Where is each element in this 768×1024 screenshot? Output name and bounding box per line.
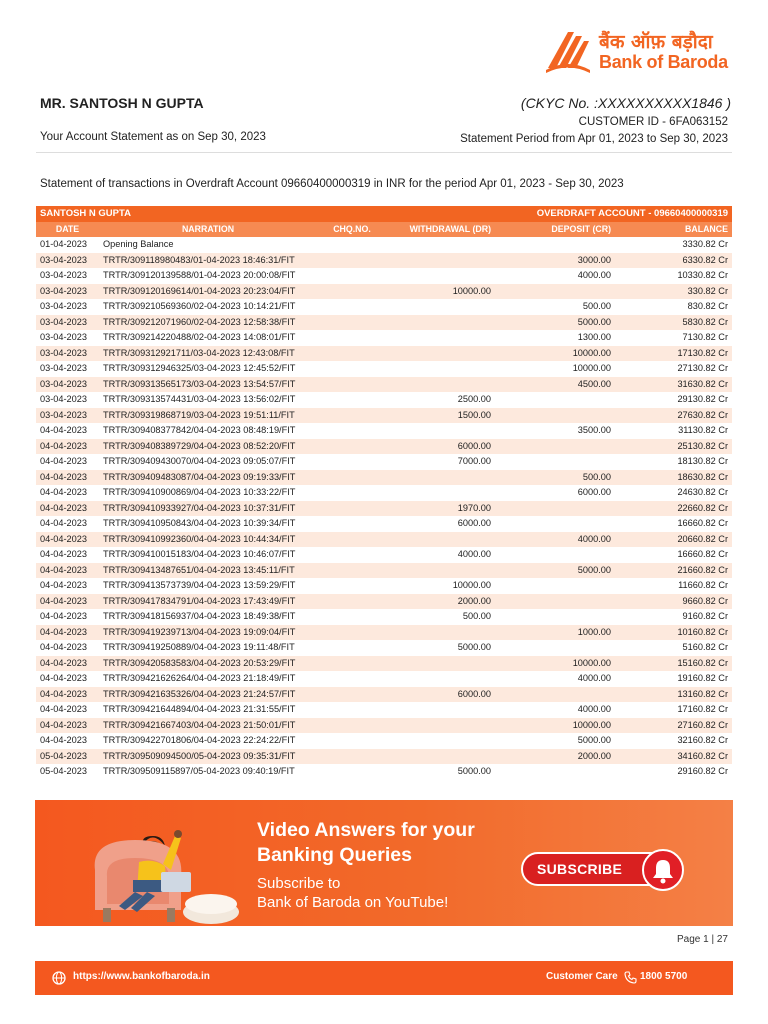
row-balance: 5160.82 Cr	[615, 640, 732, 656]
table-row	[36, 718, 732, 734]
row-date: 04-04-2023	[36, 501, 99, 517]
row-withdrawal	[387, 377, 495, 393]
table-row	[36, 454, 732, 470]
row-chq-no	[317, 253, 387, 269]
row-narration: TRTR/309419250889/04-04-2023 19:11:48/FIT	[99, 640, 317, 656]
table-row	[36, 625, 732, 641]
table-row	[36, 563, 732, 579]
row-chq-no	[317, 470, 387, 486]
statement-period: Statement Period from Apr 01, 2023 to Sep 30, 2023	[460, 133, 728, 145]
row-narration: TRTR/309118980483/01-04-2023 18:46:31/FIT	[99, 253, 317, 269]
row-balance: 10330.82 Cr	[615, 268, 732, 284]
table-row	[36, 315, 732, 331]
row-deposit	[495, 392, 615, 408]
bell-icon[interactable]	[642, 849, 684, 891]
row-narration: TRTR/309319868719/03-04-2023 19:51:11/FIT	[99, 408, 317, 424]
account-holder: SANTOSH N GUPTA	[36, 206, 387, 222]
table-row	[36, 346, 732, 362]
row-date: 05-04-2023	[36, 764, 99, 780]
row-deposit: 3000.00	[495, 253, 615, 269]
row-narration: TRTR/309418156937/04-04-2023 18:49:38/FIT	[99, 609, 317, 625]
row-balance: 7130.82 Cr	[615, 330, 732, 346]
globe-icon	[52, 971, 66, 985]
youtube-promo-banner[interactable]	[35, 800, 733, 926]
row-chq-no	[317, 578, 387, 594]
row-deposit: 4000.00	[495, 702, 615, 718]
table-row	[36, 423, 732, 439]
column-header-row	[36, 222, 732, 238]
row-date: 04-04-2023	[36, 671, 99, 687]
statement-intro: Statement of transactions in Overdraft Account 09660400000319 in INR for the period Apr 01, 2023 - Sep 30, 2023	[40, 178, 624, 190]
subscribe-label: SUBSCRIBE	[537, 861, 623, 877]
row-narration: TRTR/309312921711/03-04-2023 12:43:08/FIT	[99, 346, 317, 362]
row-deposit	[495, 454, 615, 470]
row-narration: TRTR/309313565173/03-04-2023 13:54:57/FIT	[99, 377, 317, 393]
row-balance: 5830.82 Cr	[615, 315, 732, 331]
row-narration: TRTR/309421626264/04-04-2023 21:18:49/FIT	[99, 671, 317, 687]
row-withdrawal: 4000.00	[387, 547, 495, 563]
row-deposit	[495, 578, 615, 594]
row-date: 04-04-2023	[36, 563, 99, 579]
row-balance: 17160.82 Cr	[615, 702, 732, 718]
row-narration: TRTR/309410900869/04-04-2023 10:33:22/FIT	[99, 485, 317, 501]
row-date: 03-04-2023	[36, 253, 99, 269]
row-date: 04-04-2023	[36, 718, 99, 734]
row-deposit: 10000.00	[495, 346, 615, 362]
row-withdrawal	[387, 532, 495, 548]
row-deposit: 4500.00	[495, 377, 615, 393]
row-chq-no	[317, 563, 387, 579]
row-withdrawal: 5000.00	[387, 640, 495, 656]
row-chq-no	[317, 439, 387, 455]
row-narration: TRTR/309420583583/04-04-2023 20:53:29/FIT	[99, 656, 317, 672]
row-deposit	[495, 547, 615, 563]
row-withdrawal	[387, 485, 495, 501]
table-row	[36, 299, 732, 315]
table-row	[36, 485, 732, 501]
account-header-row	[36, 206, 732, 222]
row-deposit: 500.00	[495, 299, 615, 315]
row-chq-no	[317, 547, 387, 563]
row-deposit: 6000.00	[495, 485, 615, 501]
row-chq-no	[317, 299, 387, 315]
row-deposit	[495, 237, 615, 253]
row-narration: TRTR/309409483087/04-04-2023 09:19:33/FIT	[99, 470, 317, 486]
row-chq-no	[317, 284, 387, 300]
row-narration: TRTR/309509115897/05-04-2023 09:40:19/FIT	[99, 764, 317, 780]
row-chq-no	[317, 423, 387, 439]
row-narration: TRTR/309410950843/04-04-2023 10:39:34/FIT	[99, 516, 317, 532]
row-deposit	[495, 609, 615, 625]
col-date: DATE	[36, 222, 99, 238]
row-balance: 25130.82 Cr	[615, 439, 732, 455]
footer-bar	[35, 961, 733, 995]
row-balance: 29130.82 Cr	[615, 392, 732, 408]
row-withdrawal: 6000.00	[387, 516, 495, 532]
row-withdrawal	[387, 299, 495, 315]
row-withdrawal	[387, 671, 495, 687]
row-chq-no	[317, 377, 387, 393]
row-date: 03-04-2023	[36, 315, 99, 331]
row-narration: TRTR/309421635326/04-04-2023 21:24:57/FIT	[99, 687, 317, 703]
row-date: 04-04-2023	[36, 547, 99, 563]
baroda-sun-icon	[544, 28, 592, 74]
table-row	[36, 470, 732, 486]
row-balance: 830.82 Cr	[615, 299, 732, 315]
row-withdrawal	[387, 733, 495, 749]
row-balance: 21660.82 Cr	[615, 563, 732, 579]
account-number: OVERDRAFT ACCOUNT - 09660400000319	[387, 206, 732, 222]
row-balance: 11660.82 Cr	[615, 578, 732, 594]
table-row	[36, 532, 732, 548]
row-date: 04-04-2023	[36, 609, 99, 625]
row-narration: TRTR/309408377842/04-04-2023 08:48:19/FIT	[99, 423, 317, 439]
row-narration: TRTR/309120139588/01-04-2023 20:00:08/FIT	[99, 268, 317, 284]
row-balance: 31630.82 Cr	[615, 377, 732, 393]
row-narration: TRTR/309421667403/04-04-2023 21:50:01/FIT	[99, 718, 317, 734]
banner-title-line1: Video Answers for your	[257, 819, 475, 841]
transactions-table	[36, 206, 732, 780]
row-narration: TRTR/309421644894/04-04-2023 21:31:55/FIT	[99, 702, 317, 718]
row-withdrawal: 2000.00	[387, 594, 495, 610]
row-chq-no	[317, 315, 387, 331]
table-row	[36, 237, 732, 253]
row-balance: 18630.82 Cr	[615, 470, 732, 486]
table-row	[36, 377, 732, 393]
row-narration: TRTR/309410015183/04-04-2023 10:46:07/FIT	[99, 547, 317, 563]
row-date: 03-04-2023	[36, 330, 99, 346]
banner-title	[257, 818, 475, 868]
row-deposit: 10000.00	[495, 656, 615, 672]
row-balance: 27160.82 Cr	[615, 718, 732, 734]
row-date: 03-04-2023	[36, 284, 99, 300]
woman-with-laptop-illustration	[35, 800, 245, 926]
row-chq-no	[317, 408, 387, 424]
table-row	[36, 501, 732, 517]
row-date: 03-04-2023	[36, 408, 99, 424]
row-narration: TRTR/309210569360/02-04-2023 10:14:21/FIT	[99, 299, 317, 315]
row-narration: TRTR/309214220488/02-04-2023 14:08:01/FIT	[99, 330, 317, 346]
row-chq-no	[317, 330, 387, 346]
row-withdrawal: 2500.00	[387, 392, 495, 408]
statement-as-of: Your Account Statement as on Sep 30, 2023	[40, 131, 266, 143]
row-deposit: 3500.00	[495, 423, 615, 439]
col-withdrawal: WITHDRAWAL (DR)	[387, 222, 495, 238]
row-date: 04-04-2023	[36, 625, 99, 641]
row-withdrawal	[387, 361, 495, 377]
row-deposit	[495, 284, 615, 300]
row-date: 04-04-2023	[36, 439, 99, 455]
row-date: 04-04-2023	[36, 485, 99, 501]
row-date: 04-04-2023	[36, 578, 99, 594]
row-deposit: 5000.00	[495, 315, 615, 331]
row-deposit	[495, 687, 615, 703]
row-deposit	[495, 764, 615, 780]
row-narration: TRTR/309409430070/04-04-2023 09:05:07/FIT	[99, 454, 317, 470]
col-chq-no: CHQ.NO.	[317, 222, 387, 238]
row-narration: TRTR/309410992360/04-04-2023 10:44:34/FIT	[99, 532, 317, 548]
row-withdrawal	[387, 268, 495, 284]
row-narration: TRTR/309408389729/04-04-2023 08:52:20/FIT	[99, 439, 317, 455]
row-deposit: 5000.00	[495, 733, 615, 749]
row-withdrawal	[387, 749, 495, 765]
table-row	[36, 408, 732, 424]
row-balance: 9160.82 Cr	[615, 609, 732, 625]
row-withdrawal	[387, 315, 495, 331]
row-withdrawal	[387, 470, 495, 486]
row-narration: TRTR/309509094500/05-04-2023 09:35:31/FIT	[99, 749, 317, 765]
banner-title-line2: Banking Queries	[257, 844, 412, 866]
row-balance: 27630.82 Cr	[615, 408, 732, 424]
row-chq-no	[317, 361, 387, 377]
row-balance: 13160.82 Cr	[615, 687, 732, 703]
row-balance: 27130.82 Cr	[615, 361, 732, 377]
table-row	[36, 749, 732, 765]
row-deposit: 1000.00	[495, 625, 615, 641]
row-withdrawal: 1500.00	[387, 408, 495, 424]
row-chq-no	[317, 625, 387, 641]
customer-care-label: Customer Care	[546, 971, 618, 982]
row-chq-no	[317, 501, 387, 517]
table-row	[36, 609, 732, 625]
customer-id: CUSTOMER ID - 6FA063152	[578, 116, 728, 128]
row-balance: 34160.82 Cr	[615, 749, 732, 765]
row-balance: 20660.82 Cr	[615, 532, 732, 548]
row-date: 03-04-2023	[36, 377, 99, 393]
row-deposit	[495, 516, 615, 532]
row-date: 03-04-2023	[36, 346, 99, 362]
row-deposit	[495, 501, 615, 517]
row-chq-no	[317, 485, 387, 501]
table-row	[36, 687, 732, 703]
row-balance: 24630.82 Cr	[615, 485, 732, 501]
row-deposit: 4000.00	[495, 268, 615, 284]
bank-name-english: Bank of Baroda	[599, 52, 728, 72]
row-withdrawal	[387, 718, 495, 734]
row-balance: 29160.82 Cr	[615, 764, 732, 780]
row-withdrawal	[387, 346, 495, 362]
row-withdrawal	[387, 330, 495, 346]
row-withdrawal: 500.00	[387, 609, 495, 625]
row-balance: 15160.82 Cr	[615, 656, 732, 672]
row-chq-no	[317, 516, 387, 532]
row-chq-no	[317, 702, 387, 718]
row-narration: TRTR/309413573739/04-04-2023 13:59:29/FIT	[99, 578, 317, 594]
banner-sub-line2: Bank of Baroda on YouTube!	[257, 894, 449, 911]
row-chq-no	[317, 733, 387, 749]
row-date: 04-04-2023	[36, 656, 99, 672]
table-row	[36, 640, 732, 656]
row-deposit: 1300.00	[495, 330, 615, 346]
row-chq-no	[317, 268, 387, 284]
row-withdrawal: 6000.00	[387, 439, 495, 455]
row-chq-no	[317, 346, 387, 362]
row-deposit	[495, 640, 615, 656]
row-date: 04-04-2023	[36, 423, 99, 439]
col-balance: BALANCE	[615, 222, 732, 238]
row-deposit	[495, 439, 615, 455]
row-narration: Opening Balance	[99, 237, 317, 253]
row-balance: 330.82 Cr	[615, 284, 732, 300]
row-deposit: 5000.00	[495, 563, 615, 579]
row-withdrawal: 7000.00	[387, 454, 495, 470]
table-row	[36, 330, 732, 346]
row-date: 04-04-2023	[36, 733, 99, 749]
row-date: 04-04-2023	[36, 516, 99, 532]
row-withdrawal: 10000.00	[387, 284, 495, 300]
bank-name-hindi: बैंक ऑफ़ बड़ौदा	[599, 31, 713, 53]
table-row	[36, 594, 732, 610]
row-chq-no	[317, 749, 387, 765]
row-withdrawal	[387, 253, 495, 269]
row-withdrawal: 1970.00	[387, 501, 495, 517]
row-balance: 32160.82 Cr	[615, 733, 732, 749]
bank-logo	[544, 28, 728, 76]
row-chq-no	[317, 609, 387, 625]
row-deposit	[495, 408, 615, 424]
row-narration: TRTR/309417834791/04-04-2023 17:43:49/FIT	[99, 594, 317, 610]
row-narration: TRTR/309312946325/03-04-2023 12:45:52/FIT	[99, 361, 317, 377]
row-balance: 19160.82 Cr	[615, 671, 732, 687]
row-date: 03-04-2023	[36, 361, 99, 377]
row-chq-no	[317, 671, 387, 687]
row-balance: 17130.82 Cr	[615, 346, 732, 362]
phone-icon	[624, 971, 637, 984]
table-row	[36, 268, 732, 284]
page-number: Page 1 | 27	[677, 934, 728, 945]
row-date: 04-04-2023	[36, 640, 99, 656]
row-date: 01-04-2023	[36, 237, 99, 253]
table-row	[36, 516, 732, 532]
table-row	[36, 671, 732, 687]
row-balance: 10160.82 Cr	[615, 625, 732, 641]
row-narration: TRTR/309120169614/01-04-2023 20:23:04/FIT	[99, 284, 317, 300]
table-row	[36, 656, 732, 672]
row-balance: 16660.82 Cr	[615, 547, 732, 563]
row-date: 04-04-2023	[36, 594, 99, 610]
banner-sub-line1: Subscribe to	[257, 875, 341, 892]
table-row	[36, 284, 732, 300]
table-row	[36, 578, 732, 594]
row-balance: 22660.82 Cr	[615, 501, 732, 517]
banner-subtitle	[257, 874, 448, 912]
table-row	[36, 702, 732, 718]
row-chq-no	[317, 687, 387, 703]
table-row	[36, 361, 732, 377]
ckyc-number: (CKYC No. :XXXXXXXXXX1846 )	[520, 95, 731, 111]
col-deposit: DEPOSIT (CR)	[495, 222, 615, 238]
row-deposit: 2000.00	[495, 749, 615, 765]
row-narration: TRTR/309422701806/04-04-2023 22:24:22/FIT	[99, 733, 317, 749]
row-chq-no	[317, 718, 387, 734]
row-withdrawal	[387, 237, 495, 253]
customer-care-phone[interactable]: 1800 5700	[640, 971, 688, 982]
row-deposit	[495, 594, 615, 610]
row-balance: 3330.82 Cr	[615, 237, 732, 253]
header-divider	[36, 152, 732, 153]
table-row	[36, 733, 732, 749]
table-row	[36, 253, 732, 269]
table-row	[36, 392, 732, 408]
row-chq-no	[317, 237, 387, 253]
table-row	[36, 547, 732, 563]
row-date: 04-04-2023	[36, 532, 99, 548]
row-deposit: 10000.00	[495, 361, 615, 377]
row-chq-no	[317, 764, 387, 780]
website-link[interactable]: https://www.bankofbaroda.in	[73, 971, 210, 982]
row-date: 03-04-2023	[36, 392, 99, 408]
col-narration: NARRATION	[99, 222, 317, 238]
row-date: 05-04-2023	[36, 749, 99, 765]
row-deposit: 4000.00	[495, 671, 615, 687]
row-balance: 6330.82 Cr	[615, 253, 732, 269]
row-withdrawal: 5000.00	[387, 764, 495, 780]
row-date: 03-04-2023	[36, 299, 99, 315]
row-chq-no	[317, 640, 387, 656]
row-chq-no	[317, 656, 387, 672]
row-balance: 18130.82 Cr	[615, 454, 732, 470]
row-narration: TRTR/309413487651/04-04-2023 13:45:11/FIT	[99, 563, 317, 579]
row-date: 04-04-2023	[36, 687, 99, 703]
row-deposit: 10000.00	[495, 718, 615, 734]
row-date: 04-04-2023	[36, 454, 99, 470]
row-narration: TRTR/309212071960/02-04-2023 12:58:38/FIT	[99, 315, 317, 331]
row-balance: 31130.82 Cr	[615, 423, 732, 439]
row-chq-no	[317, 594, 387, 610]
row-withdrawal	[387, 702, 495, 718]
row-date: 04-04-2023	[36, 470, 99, 486]
row-withdrawal	[387, 423, 495, 439]
table-row	[36, 764, 732, 780]
row-date: 04-04-2023	[36, 702, 99, 718]
row-chq-no	[317, 392, 387, 408]
row-deposit: 500.00	[495, 470, 615, 486]
row-chq-no	[317, 532, 387, 548]
row-withdrawal	[387, 563, 495, 579]
customer-name: MR. SANTOSH N GUPTA	[40, 95, 204, 111]
table-row	[36, 439, 732, 455]
row-chq-no	[317, 454, 387, 470]
row-withdrawal: 6000.00	[387, 687, 495, 703]
transactions-body	[36, 237, 732, 780]
row-narration: TRTR/309410933927/04-04-2023 10:37:31/FIT	[99, 501, 317, 517]
row-withdrawal: 10000.00	[387, 578, 495, 594]
row-narration: TRTR/309419239713/04-04-2023 19:09:04/FIT	[99, 625, 317, 641]
row-narration: TRTR/309313574431/03-04-2023 13:56:02/FIT	[99, 392, 317, 408]
row-date: 03-04-2023	[36, 268, 99, 284]
row-balance: 16660.82 Cr	[615, 516, 732, 532]
row-deposit: 4000.00	[495, 532, 615, 548]
row-withdrawal	[387, 625, 495, 641]
row-balance: 9660.82 Cr	[615, 594, 732, 610]
row-withdrawal	[387, 656, 495, 672]
